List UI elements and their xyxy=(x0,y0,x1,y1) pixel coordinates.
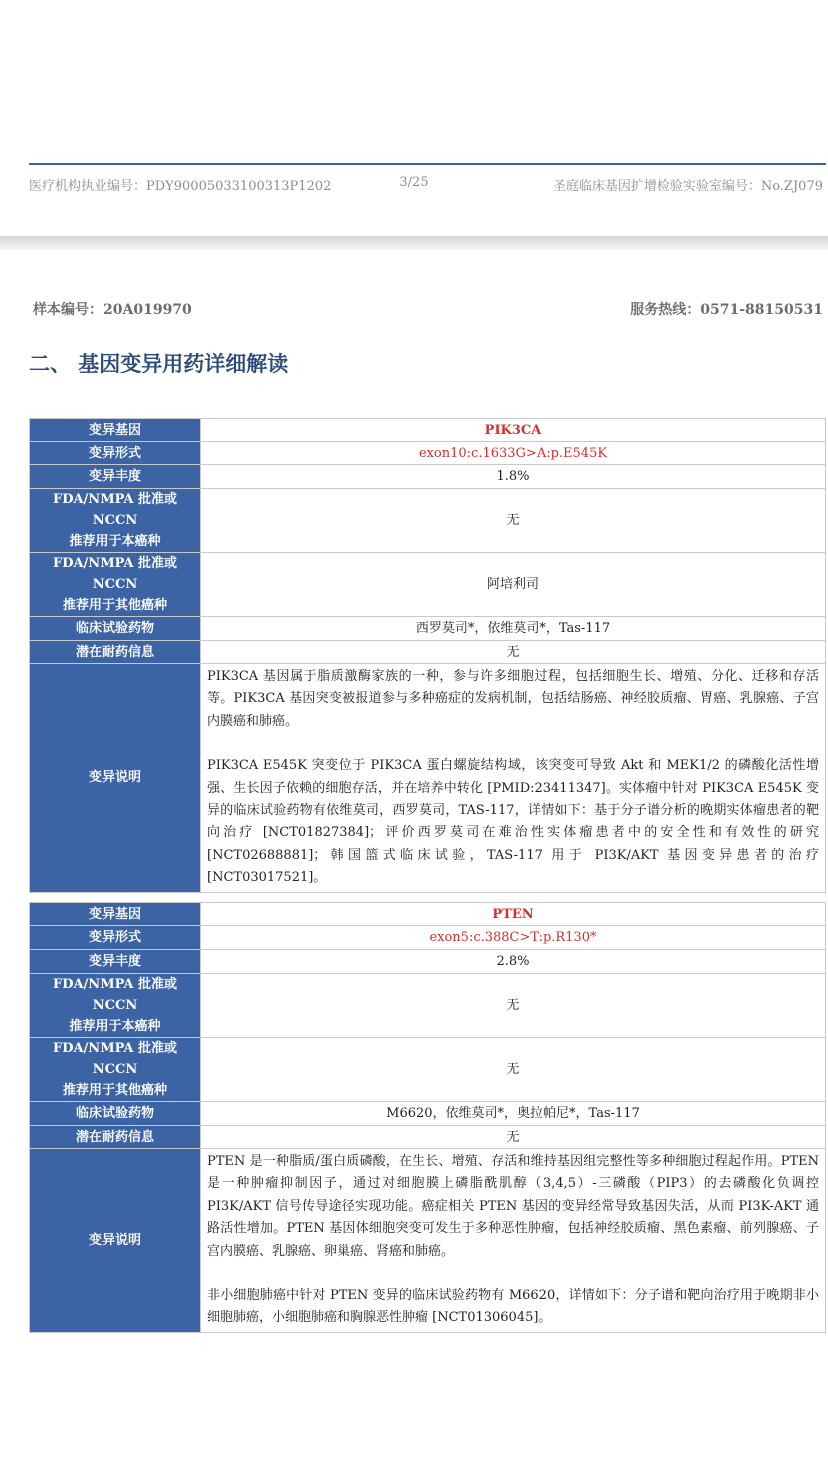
label-gene: 变异基因 xyxy=(30,903,201,926)
row-trial-drugs xyxy=(30,1102,826,1126)
trial-drugs-value: 西罗莫司*，依维莫司*，Tas-117 xyxy=(201,617,826,641)
label-trial-drugs: 临床试验药物 xyxy=(30,617,201,641)
label-approved-other-line2: 推荐用于其他癌种 xyxy=(62,598,167,613)
description-paragraph-1: PTEN 是一种脂质/蛋白质磷酸，在生长、增殖、存活和维持基因组完整性等多种细胞过程起作用。PTEN 是一种肿瘤抑制因子，通过对细胞膜上磷脂酰肌醇（3,4,5）-三磷酸（PIP3）的去磷酸化负调控 PI3K/AKT 信号传导途径实现功能。癌症相关 PTEN 基因的变异经常导致基因失活，从而 PI3K-AKT 通路活性增加。PTEN 基因体细胞突变可发生于多种恶性肿瘤，包括神经胶质瘤、黑色素瘤、前列腺癌、子宫内膜癌、乳腺癌、卵巢癌、肾癌和肺癌。 xyxy=(207,1154,819,1259)
variant-form: exon5:c.388C>T:p.R130* xyxy=(201,926,826,950)
label-resistance: 潜在耐药信息 xyxy=(30,641,201,664)
variant-form: exon10:c.1633G>A:p.E545K xyxy=(201,442,826,465)
label-approved-other-line1: FDA/NMPA 批准或 NCCN xyxy=(52,556,178,592)
row-resistance xyxy=(30,641,826,664)
service-hotline: 服务热线：0571-88150531 xyxy=(630,302,823,318)
approved-this-value: 无 xyxy=(201,974,826,1038)
description-cell xyxy=(201,1149,826,1333)
row-description xyxy=(30,1149,826,1333)
row-abundance xyxy=(30,950,826,974)
description-paragraph-1: PIK3CA 基因属于脂质激酶家族的一种，参与许多细胞过程，包括细胞生长、增殖、分化、迁移和存活等。PIK3CA 基因突变被报道参与多种癌症的发病机制，包括结肠癌、神经胶质瘤、胃癌、乳腺癌、子宫内膜癌和肺癌。 xyxy=(207,669,819,729)
resistance-value: 无 xyxy=(201,641,826,664)
label-approved-this xyxy=(30,974,201,1038)
page-number: 3/25 xyxy=(399,175,429,190)
page-break-band xyxy=(0,236,828,250)
row-approved-other xyxy=(30,1038,826,1102)
label-approved-other-line2: 推荐用于其他癌种 xyxy=(62,1083,167,1098)
variant-table-pik3ca xyxy=(29,418,826,893)
row-trial-drugs xyxy=(30,617,826,641)
section-title: 二、 基因变异用药详细解读 xyxy=(29,351,289,376)
description-paragraph-2: PIK3CA E545K 突变位于 PIK3CA 蛋白螺旋结构域，该突变可导致 Akt 和 MEK1/2 的磷酸化活性增强、生长因子依赖的细胞存活，并在培养中转化 [PMID:23411347]。实体瘤中针对 PIK3CA E545K 变异的临床试验药物有依维莫司，西罗莫司，TAS-117，详情如下：基于分子谱分析的晚期实体瘤患者的靶向治疗 [NCT01827384]；评价西罗莫司在难治性实体瘤患者中的安全性和有效性的研究 [NCT02688881]；韩国篮式临床试验，TAS-117 用于 PI3K/AKT 基因变异患者的治疗 [NCT03017521]。 xyxy=(207,758,819,886)
label-approved-other-line1: FDA/NMPA 批准或 NCCN xyxy=(52,1041,178,1077)
gene-name: PIK3CA xyxy=(201,419,826,442)
row-gene xyxy=(30,419,826,442)
approved-other-value: 无 xyxy=(201,1038,826,1102)
label-approved-this-line1: FDA/NMPA 批准或 NCCN xyxy=(52,977,178,1013)
row-description xyxy=(30,664,826,893)
header-rule xyxy=(29,163,826,165)
lab-number: 圣庭临床基因扩增检验实验室编号：No.ZJ079 xyxy=(552,179,823,194)
label-approved-this xyxy=(30,489,201,553)
label-description: 变异说明 xyxy=(30,664,201,893)
label-variant: 变异形式 xyxy=(30,442,201,465)
description-cell xyxy=(201,664,826,893)
label-approved-other xyxy=(30,553,201,617)
row-variant xyxy=(30,442,826,465)
label-variant: 变异形式 xyxy=(30,926,201,950)
label-gene: 变异基因 xyxy=(30,419,201,442)
row-approved-this xyxy=(30,489,826,553)
sample-number: 样本编号：20A019970 xyxy=(33,302,192,318)
label-approved-this-line1: FDA/NMPA 批准或 NCCN xyxy=(52,492,178,528)
row-approved-other xyxy=(30,553,826,617)
row-approved-this xyxy=(30,974,826,1038)
label-abundance: 变异丰度 xyxy=(30,950,201,974)
variant-abundance: 1.8% xyxy=(201,465,826,489)
trial-drugs-value: M6620，依维莫司*，奥拉帕尼*，Tas-117 xyxy=(201,1102,826,1126)
label-abundance: 变异丰度 xyxy=(30,465,201,489)
variant-abundance: 2.8% xyxy=(201,950,826,974)
description-paragraph-2: 非小细胞肺癌中针对 PTEN 变异的临床试验药物有 M6620，详情如下：分子谱和靶向治疗用于晚期非小细胞肺癌，小细胞肺癌和胸腺恶性肿瘤 [NCT01306045]。 xyxy=(207,1288,819,1326)
row-gene xyxy=(30,903,826,926)
approved-other-value: 阿培利司 xyxy=(201,553,826,617)
label-approved-other xyxy=(30,1038,201,1102)
label-approved-this-line2: 推荐用于本癌种 xyxy=(69,534,161,549)
variant-table-pten xyxy=(29,902,826,1333)
label-resistance: 潜在耐药信息 xyxy=(30,1126,201,1149)
row-abundance xyxy=(30,465,826,489)
row-variant xyxy=(30,926,826,950)
label-trial-drugs: 临床试验药物 xyxy=(30,1102,201,1126)
gene-name: PTEN xyxy=(201,903,826,926)
label-approved-this-line2: 推荐用于本癌种 xyxy=(69,1019,161,1034)
row-resistance xyxy=(30,1126,826,1149)
approved-this-value: 无 xyxy=(201,489,826,553)
resistance-value: 无 xyxy=(201,1126,826,1149)
institution-license: 医疗机构执业编号：PDY90005033100313P1202 xyxy=(29,179,332,194)
label-description: 变异说明 xyxy=(30,1149,201,1333)
